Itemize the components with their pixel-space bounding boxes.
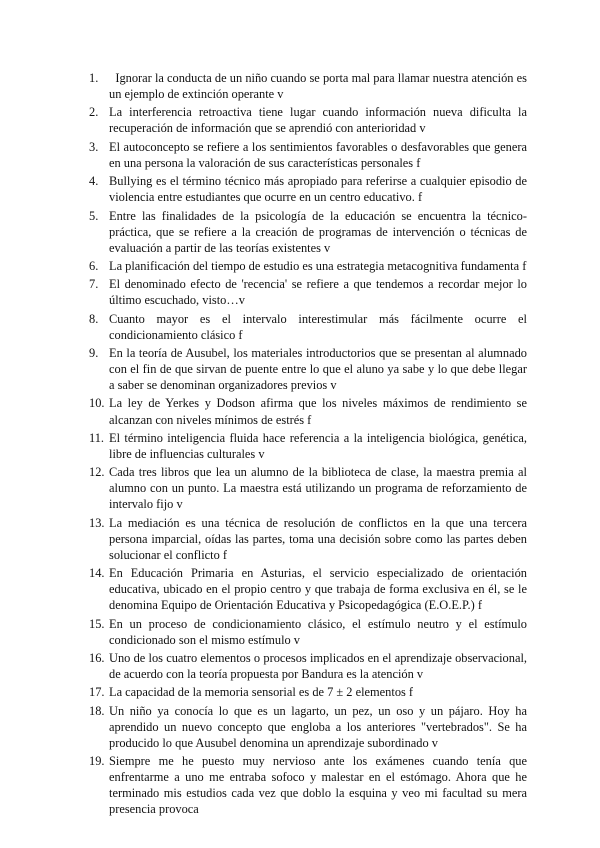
item-number: 2.	[89, 105, 99, 120]
list-item	[89, 684, 527, 700]
item-text: La ley de Yerkes y Dodson afirma que los niveles máximos de rendimiento se alcanzan con niveles mínimos de estrés f	[109, 396, 527, 427]
item-text: En un proceso de condicionamiento clásico, el estímulo neutro y el estímulo condicionado son el mismo estímulo v	[109, 616, 527, 647]
list-item	[89, 173, 527, 205]
item-text: El autoconcepto se refiere a los sentimientos favorables o desfavorables que genera en una persona la valoración de sus características personales f	[109, 139, 527, 170]
item-number: 5.	[89, 208, 99, 223]
item-number: 8.	[89, 311, 99, 326]
item-text: La capacidad de la memoria sensorial es de 7 ± 2 elementos f	[109, 685, 414, 700]
question-list	[89, 70, 527, 820]
item-number: 9.	[89, 346, 99, 360]
list-item	[89, 276, 527, 308]
item-text: El término inteligencia fluida hace referencia a la inteligencia biológica, genética, libre de influencias culturales v	[109, 430, 527, 461]
item-number: 17.	[89, 685, 105, 700]
list-item	[89, 345, 527, 393]
list-item	[89, 70, 527, 102]
item-number: 11.	[89, 430, 105, 445]
list-item	[89, 258, 527, 274]
list-item	[89, 430, 527, 462]
list-item	[89, 650, 527, 682]
item-text: El denominado efecto de 'recencia' se refiere a que tendemos a recordar mejor lo último escuchado, visto…v	[109, 277, 527, 308]
list-item	[89, 616, 527, 648]
item-number: 7.	[89, 277, 99, 292]
item-number: 1.	[89, 71, 99, 85]
list-item	[89, 753, 527, 817]
list-item	[89, 565, 527, 613]
item-number: 16.	[89, 651, 105, 665]
item-text: Ignorar la conducta de un niño cuando se porta mal para llamar nuestra atención es un ejemplo de extinción operante v	[109, 71, 527, 102]
list-item	[89, 515, 527, 563]
item-number: 14.	[89, 566, 105, 581]
item-number: 18.	[89, 703, 105, 718]
list-item	[89, 104, 527, 136]
item-text: Cuanto mayor es el intervalo interestimular más fácilmente ocurre el condicionamiento clásico f	[109, 311, 527, 342]
item-text: La mediación es una técnica de resolución de conflictos en la que una tercera persona imparcial, oídas las partes, toma una decisión sobre como las partes deben solucionar el conflicto f	[109, 515, 527, 562]
list-item	[89, 703, 527, 751]
item-text: Uno de los cuatro elementos o procesos implicados en el aprendizaje observacional, de acuerdo con la teoría propuesta por Bandura es la atención v	[109, 651, 527, 682]
item-number: 12.	[89, 465, 105, 480]
item-number: 6.	[89, 258, 99, 273]
item-number: 13.	[89, 515, 105, 530]
item-text: Un niño ya conocía lo que es un lagarto, un pez, un oso y un pájaro. Hoy ha aprendido un nuevo concepto que engloba a los anteriores "vertebrados". Se ha producido lo que Ausubel denomina un aprendizaje subordinado v	[109, 703, 527, 750]
item-text: Cada tres libros que lea un alumno de la biblioteca de clase, la maestra premia al alumno con un punto. La maestra está utilizando un programa de reforzamiento de intervalo fijo v	[109, 465, 527, 512]
item-text: Bullying es el término técnico más apropiado para referirse a cualquier episodio de violencia entre estudiantes que ocurre en un centro educativo. f	[109, 174, 527, 205]
item-text: En la teoría de Ausubel, los materiales introductorios que se presentan al alumnado con el fin de que sirvan de puente entre lo que el aluno ya sabe y lo que debe llegar a saber se denominan organizadores previos v	[109, 346, 527, 393]
item-text: Entre las finalidades de la psicología de la educación se encuentra la técnico-práctica, que se refiere a la creación de programas de intervención o técnicas de evaluación a partir de las teorías existentes v	[109, 208, 527, 255]
list-item	[89, 395, 527, 427]
item-text: La planificación del tiempo de estudio es una estrategia metacognitiva fundamenta f	[109, 258, 527, 273]
item-number: 4.	[89, 174, 99, 189]
item-number: 10.	[89, 396, 105, 411]
item-number: 15.	[89, 616, 105, 631]
list-item	[89, 464, 527, 512]
item-number: 19.	[89, 754, 105, 769]
item-text: En Educación Primaria en Asturias, el servicio especializado de orientación educativa, ubicado en el propio centro y que trabaja de forma exclusiva en él, se le denomina Equipo de Orientación Educativa y Psicopedagógica (E.O.E.P.) f	[109, 566, 527, 613]
list-item	[89, 311, 527, 343]
list-item	[89, 208, 527, 256]
list-item	[89, 139, 527, 171]
item-text: La interferencia retroactiva tiene lugar cuando información nueva dificulta la recuperación de información que se aprendió con anterioridad v	[109, 105, 527, 136]
item-text: Siempre me he puesto muy nervioso ante los exámenes cuando tenía que enfrentarme a uno me entraba sofoco y malestar en el estómago. Ahora que he terminado mis estudios cada vez que doblo la esquina y veo mi facultad su mera presencia provoca	[109, 754, 527, 817]
item-number: 3.	[89, 139, 99, 154]
